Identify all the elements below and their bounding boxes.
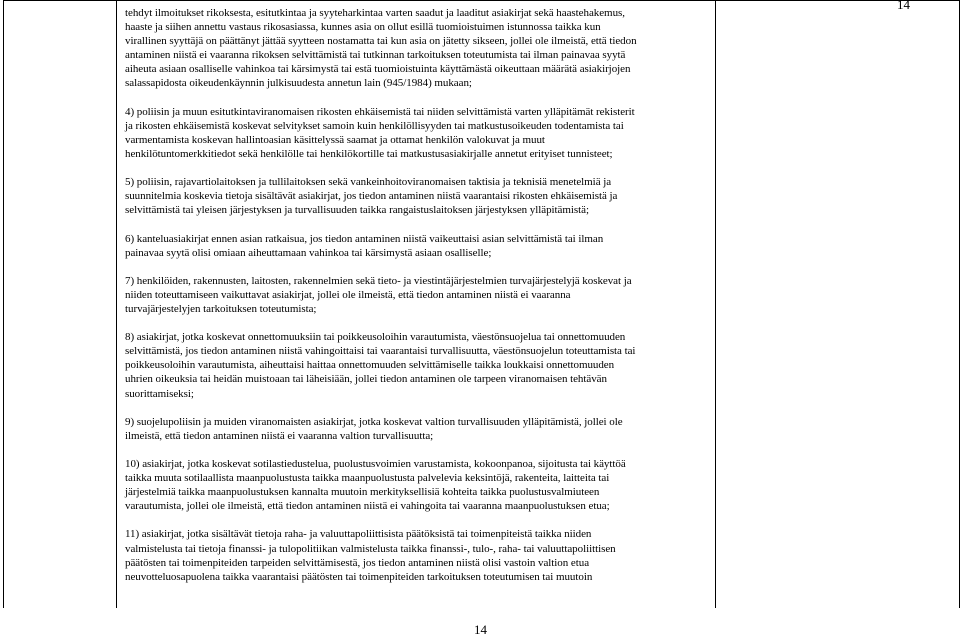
paragraph-continuation: tehdyt ilmoitukset rikoksesta, esitutkintaa ja syyteharkintaa varten saadut ja laaditut asiakirjat sekä haastehakemus, haaste ja siihen annettu vastaus rikosasiassa, kunnes asia on ollut esillä tuomioistuimen istunnossa taikka kun virallinen syyttäjä on päättänyt jättää syytteen nostamatta tai kun asia on jätetty sikseen, jollei ole ilmeistä, että tiedon antaminen niistä ei vaaranna rikoksen selvittämistä tai tutkinnan tarkoituksen toteutumista tai ilman painavaa syytä aiheuta asiaan osalliselle vahinkoa tai kärsimystä tai estä tuomioistuinta käyttämästä oikeuttaan määrätä asiakirjojen salassapidosta oikeudenkäynnin julkisuudesta annetun lain (945/1984) mukaan;	[125, 7, 637, 90]
paragraph-item-8: 8) asiakirjat, jotka koskevat onnettomuuksiin tai poikkeusoloihin varautumista, väestönsuojelua tai onnettomuuden selvittämistä, jos tiedon antaminen niistä vahingoittaisi tai vaarantaisi turvallisuutta, väestönsuojelun toteuttamista tai poikkeusoloihin varautumista, aiheuttaisi haittaa onnettomuuden selvittämiselle taikka loukkaisi onnettomuuden uhrien oikeuksia tai heidän muistoaan tai läheisiään, jollei tiedon antaminen ole tarpeen viranomaisen tehtävän suorittamiseksi;	[125, 331, 636, 400]
document-body-text	[125, 6, 711, 598]
paragraph-item-6: 6) kanteluasiakirjat ennen asian ratkaisua, jos tiedon antaminen niistä vaikeuttaisi asian selvittämistä tai ilman painavaa syytä olisi omiaan aiheuttamaan vahinkoa tai kärsimystä asiaan osalliselle;	[125, 232, 604, 259]
table-column-left	[3, 0, 117, 608]
page-number-bottom: 14	[474, 622, 487, 637]
table-column-right	[716, 0, 960, 608]
paragraph-item-7: 7) henkilöiden, rakennusten, laitosten, rakennelmien sekä tieto- ja viestintäjärjestelmien turvajärjestelyjä koskevat ja niiden toteuttamiseen vaikuttavat asiakirjat, jollei ole ilmeistä, että tiedon antaminen niistä ei vaaranna turvajärjestelyjen tarkoituksen toteutumista;	[125, 274, 632, 315]
paragraph-item-11: 11) asiakirjat, jotka sisältävät tietoja raha- ja valuuttapoliittisista päätöksistä tai toimenpiteistä taikka niiden valmistelusta tai tietoja finanssi- ja tulopolitiikan valmistelusta taikka finanssi-, tulo-, raha- tai valuuttapoliittisen päätösten tai toimenpiteiden tarpeiden selvittämisestä, jos tiedon antaminen niistä olisi vastoin valtion etua neuvotteluosapuolena taikka vaarantaisi päätösten tai toimenpiteiden tarkoituksen toteutumisen tai muutoin	[125, 528, 616, 583]
page-number-top: 14	[897, 0, 910, 12]
paragraph-item-9: 9) suojelupoliisin ja muiden viranomaisten asiakirjat, jotka koskevat valtion turvallisuuden ylläpitämistä, jollei ole ilmeistä, että tiedon antaminen niistä ei vaaranna valtion turvallisuutta;	[125, 415, 623, 442]
paragraph-item-5: 5) poliisin, rajavartiolaitoksen ja tullilaitoksen sekä vankeinhoitoviranomaisen taktisia ja teknisiä menetelmiä ja suunnitelmia koskevia tietoja sisältävät asiakirjat, jos tiedon antaminen niistä vaarantaisi rikosten ehkäisemistä ja selvittämistä tai yleisen järjestyksen ja turvallisuuden taikka rangaistuslaitoksen järjestyksen ylläpitämistä;	[125, 176, 618, 217]
paragraph-item-4: 4) poliisin ja muun esitutkintaviranomaisen rikosten ehkäisemistä tai niiden selvittämistä varten ylläpitämät rekisterit ja rikosten ehkäisemistä koskevat selvitykset samoin kuin henkilöllisyyden tai matkustusoikeuden todentamista tai varmentamista koskevan hallintoasian käsittelyssä saamat ja ottamat henkilön valokuvat ja muut henkilötuntomerkkitiedot sekä henkilölle tai henkilökortille tai matkustusasiakirjalle annetut erityiset tunnisteet;	[125, 105, 635, 160]
paragraph-item-10: 10) asiakirjat, jotka koskevat sotilastiedustelua, puolustusvoimien varustamista, kokoonpanoa, sijoitusta tai käyttöä taikka muuta sotilaallista maanpuolustusta taikka maanpuolustusta palvelevia keksintöjä, rakenteita, laitteita tai järjestelmiä taikka maanpuolustuksen kannalta muutoin merkityksellisiä kohteita taikka puolustusvalmiuteen varautumista, jollei ole ilmeistä, että tiedon antaminen niistä ei vahingoita tai vaaranna maanpuolustuksen etua;	[125, 458, 626, 513]
